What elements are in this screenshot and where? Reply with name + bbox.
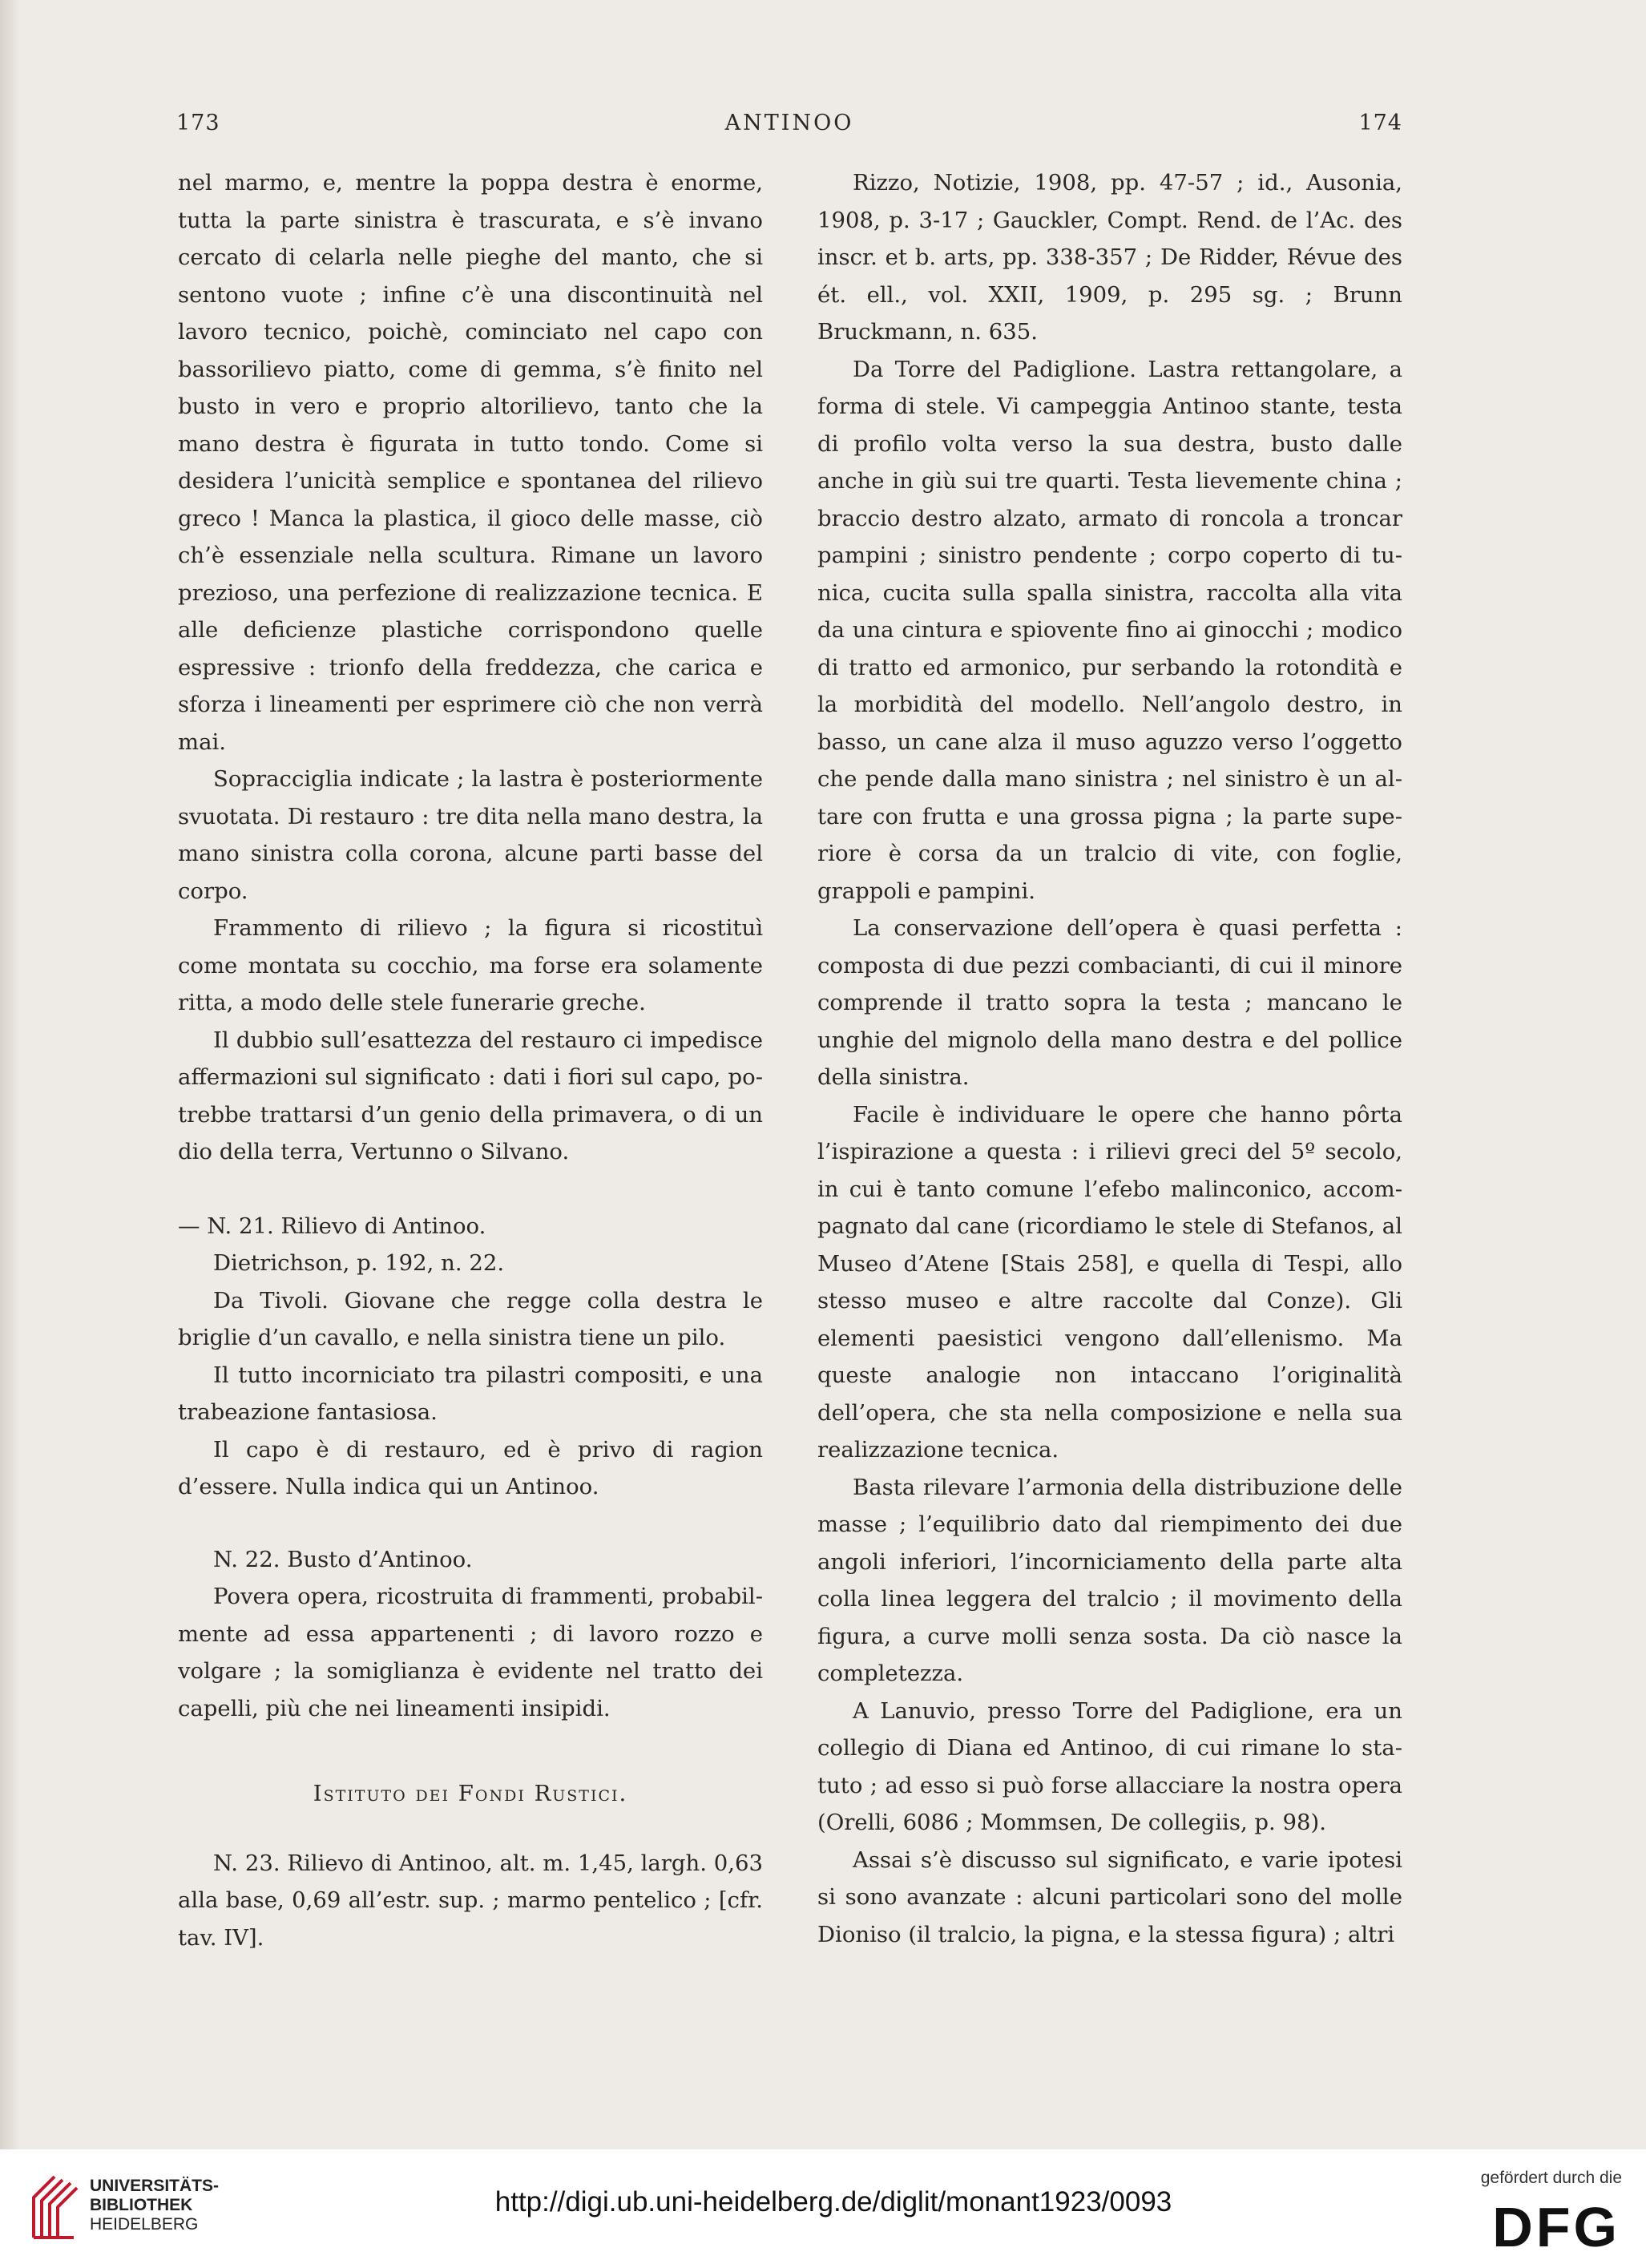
paragraph: Sopracciglia indicate ; la lastra è posteriormente svuotata. Di restauro : tre dita nella mano destra, la mano sinistra colla corona, alcune parti basse del corpo. (178, 766, 763, 904)
bibliography: Dietrichson, p. 192, n. 22. (213, 1250, 505, 1276)
paragraph: Da Tivoli. Giovane che regge colla destra le briglie d’un cavallo, e nella sinistra tiene un pilo. (178, 1287, 763, 1350)
paragraph: Facile è individuare le opere che hanno pôrta l’ispirazione a questa : i rilievi greci del 5º secolo, in cui è tanto comune l’efebo malinconico, accompagnato dal cane (ricordiamo le stele di Stefanos, al Museo d’Atene [Stais 258], e quella di Tespi, allo stesso museo e altre raccolte dal Conze). Gli elementi paesistici vengono dall’ellenismo. Ma queste analogie non intaccano l’originalità dell’opera, che sta nella composizione e nella sua realizzazione tecnica. (817, 1101, 1402, 1463)
bibliography: Rizzo, Notizie, 1908, pp. 47-57 ; id., Ausonia, 1908, p. 3-17 ; Gauckler, Compt. Rend. de l’Ac. des inscr. et b. arts, pp. 338-357 ; De Ridder, Révue des ét. ell., vol. XXII, 1909, p. 295 sg. ; Brunn Bruckmann, n. 635. (817, 170, 1402, 345)
university-library-logo-icon (27, 2170, 80, 2244)
paragraph: Il tutto incorniciato tra pilastri compositi, e una trabeazione fantasiosa. (178, 1362, 763, 1425)
paragraph: Povera opera, ricostruita di frammenti, probabilmente ad essa appartenenti ; di lavoro rozzo e volgare ; la somiglianza è evidente nel tratto dei capelli, più che nei lineamenti insipidi. (178, 1584, 763, 1721)
paragraph: nel marmo, e, mentre la poppa destra è enorme, tutta la parte sinistra è trascurata, e s’è invano cercato di celarla nelle pieghe del manto, che si sentono vuote ; infine c’è una discontinuità nel lavoro tecnico, poichè, cominciato nel capo con bassorilievo piatto, come di gemma, s’è finito nel busto in vero e proprio altorilievo, tanto che la mano destra è figurata in tutto tondo. Come si desidera l’unicità semplice e spontanea del rilievo greco ! Manca la plastica, il gioco delle masse, ciò ch’è essenziale nella scultura. Rimane un lavoro prezioso, una perfezione di realizzazione tecnica. E alle deficienze plastiche corrispondono quelle espressive : trionfo della freddezza, che carica e sforza i lineamenti per esprimere ciò che non verrà mai. (178, 170, 763, 755)
page-number-left: 173 (176, 111, 220, 135)
left-column (178, 164, 763, 1956)
right-column (817, 164, 1402, 1953)
running-title: ANTINOO (724, 111, 854, 135)
paragraph: Il dubbio sull’esattezza del restauro ci impedisce affermazioni sul significato : dati i fiori sul capo, potrebbe trattarsi d’un genio della primavera, o di un dio della terra, Vertunno o Silvano. (178, 1027, 763, 1164)
paragraph: Assai s’è discusso sul significato, e varie ipotesi si sono avanzate : alcuni particolari sono del molle Dioniso (il tralcio, la pigna, e la stessa figura) ; altri (817, 1846, 1402, 1947)
entry-heading-n23: N. 23. Rilievo di Antinoo, alt. m. 1,45, largh. 0,63 alla base, 0,69 all’estr. sup. ; marmo pentelico ; [cfr. tav. IV]. (178, 1850, 763, 1951)
paragraph: Basta rilevare l’armonia della distribuzione delle masse ; l’equilibrio dato dal riempimento dei due angoli inferiori, l’incorniciamento della parte alta colla linea leggera del tralcio ; il movimento della figura, a curve molli senza sosta. Da ciò nasce la completezza. (817, 1474, 1402, 1686)
viewer-footer (0, 2149, 1646, 2268)
paragraph: Frammento di rilievo ; la figura si ricostituì come montata su cocchio, ma forse era solamente ritta, a modo delle stele funerarie greche. (178, 915, 763, 1015)
running-head (176, 111, 1402, 143)
section-heading: Istituto dei Fondi Rustici. (313, 1781, 628, 1806)
funded-by-label: gefördert durch die (1480, 2169, 1622, 2187)
dfg-logo: DFG (1492, 2196, 1620, 2258)
paragraph: La conservazione dell’opera è quasi perfetta : composta di due pezzi combacianti, di cui il minore comprende il tratto sopra la testa ; mancano le unghie del mignolo della mano destra e del pollice della sinistra. (817, 915, 1402, 1090)
entry-heading-n21: — N. 21. Rilievo di Antinoo. (178, 1213, 486, 1239)
paragraph: Il capo è di restauro, ed è privo di ragion d’essere. Nulla indica qui un Antinoo. (178, 1436, 763, 1499)
entry-heading-n22: N. 22. Busto d’Antinoo. (213, 1546, 473, 1572)
paragraph: A Lanuvio, presso Torre del Padiglione, era un collegio di Diana ed Antinoo, di cui rimane lo statuto ; ad esso si può forse allacciare la nostra opera (Orelli, 6086 ; Mommsen, De collegiis, p. 98). (817, 1697, 1402, 1835)
library-name: UNIVERSITÄTS- BIBLIOTHEK HEIDELBERG (90, 2177, 220, 2234)
page-number-right: 174 (1358, 111, 1402, 135)
paragraph: Da Torre del Padiglione. Lastra rettangolare, a forma di stele. Vi campeggia Antinoo stante, testa di profilo volta verso la sua destra, busto dalle anche in giù sui tre quarti. Testa lievemente china ; braccio destro alzato, armato di roncola a troncar pampini ; sinistro pendente ; corpo coperto di tunica, cucita sulla spalla sinistra, raccolta alla vita da una cintura e spiovente fino ai ginocchi ; modico di tratto ed armonico, pur serbando la rotondità e la morbidità del modello. Nell’angolo destro, in basso, un cane alza il muso aguzzo verso l’oggetto che pende dalla mano sinistra ; nel sinistro è un altare con frutta e una grossa pigna ; la parte superiore è corsa da un tralcio di vite, con foglie, grappoli e pampini. (817, 356, 1402, 904)
permalink-url[interactable]: http://digi.ub.uni-heidelberg.de/diglit/monant1923/0093 (494, 2186, 1172, 2218)
